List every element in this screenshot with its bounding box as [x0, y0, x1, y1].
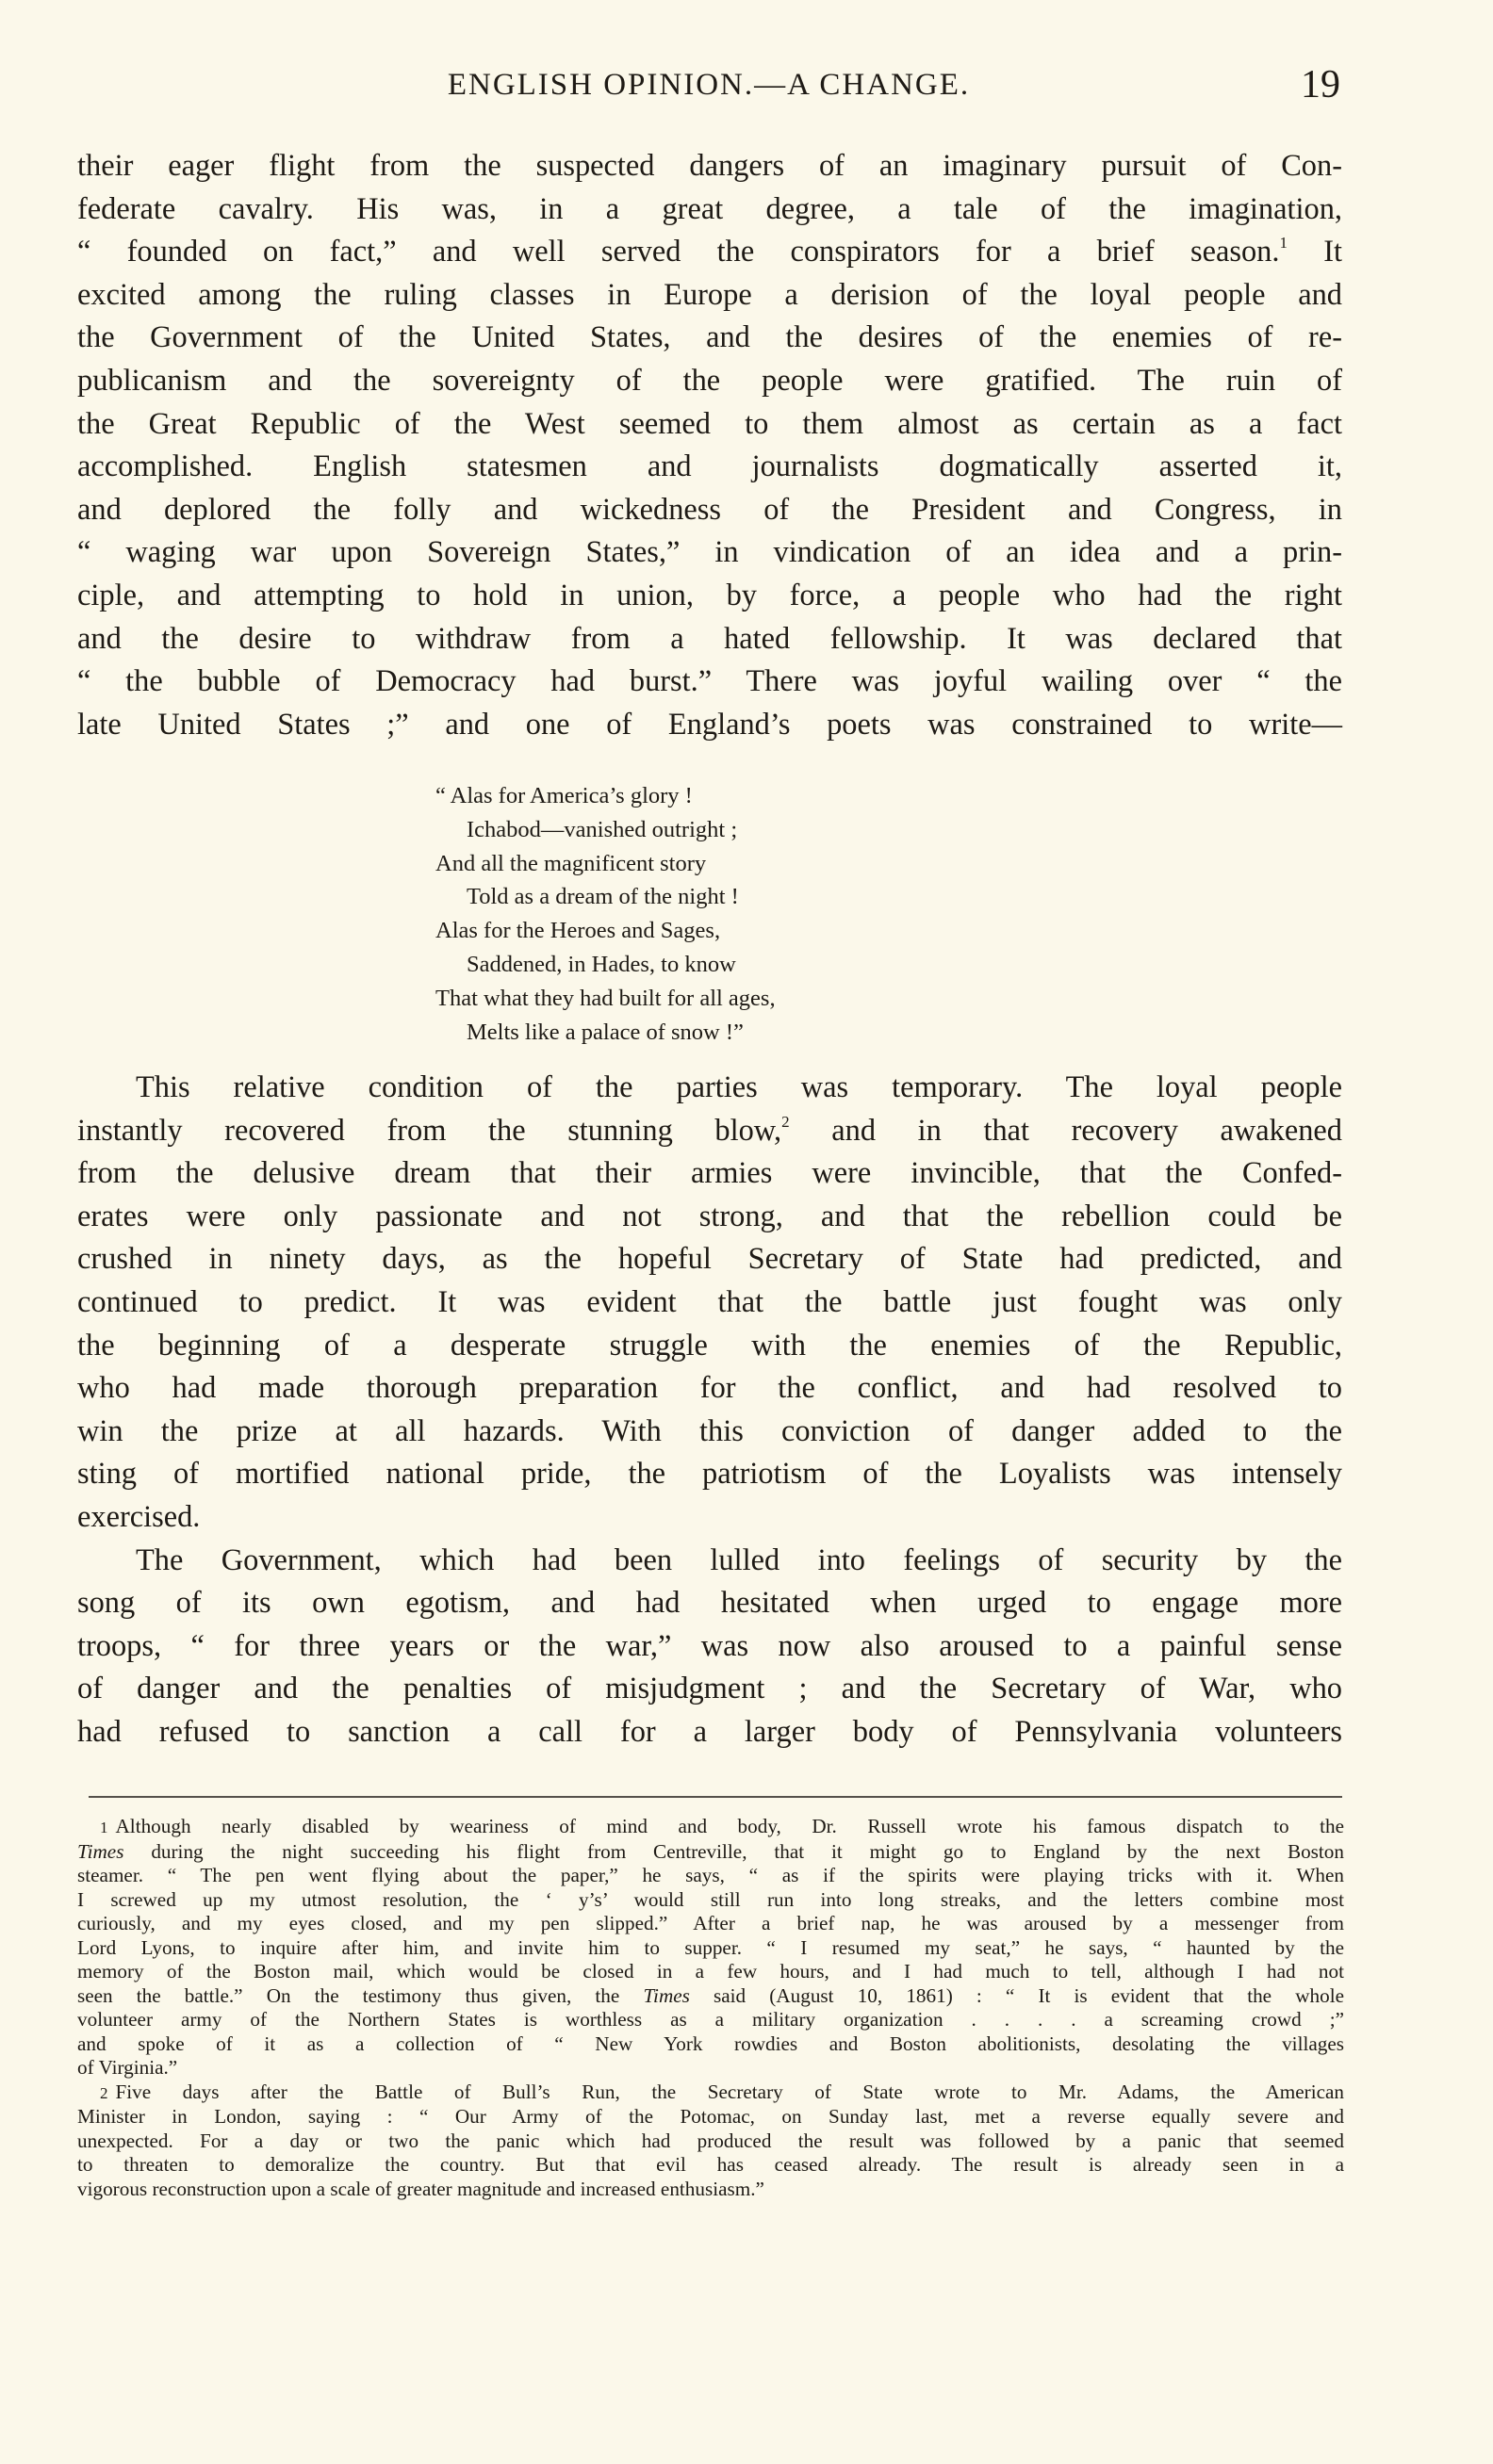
- text-line: continued to predict. It was evident that the battle just fought was only: [77, 1284, 1342, 1319]
- footnotes: [77, 1815, 1344, 2201]
- text-line: erates were only passionate and not strong, and that the rebellion could be: [77, 1199, 1342, 1233]
- text-line: the Government of the United States, and the desires of the enemies of re-: [77, 320, 1342, 355]
- text-line: of danger and the penalties of misjudgment ; and the Secretary of War, who: [77, 1672, 1342, 1706]
- footnote-line: curiously, and my eyes closed, and my pen slipped.” After a brief nap, he was aroused by a messenger from: [77, 1912, 1344, 1934]
- text-line: federate cavalry. His was, in a great degree, a tale of the imagination,: [77, 191, 1342, 226]
- footnote-line: to threaten to demoralize the country. But that evil has ceased already. The result is already seen in a: [77, 2153, 1344, 2176]
- poem-line: Ichabod—vanished outright ;: [467, 816, 738, 842]
- poem-line: Melts like a palace of snow !”: [467, 1019, 744, 1045]
- footnote-line: memory of the Boston mail, which would be closed in a few hours, and I had much to tell, although I had not: [77, 1960, 1344, 1983]
- text-line: and the desire to withdraw from a hated fellowship. It was declared that: [77, 621, 1342, 656]
- footnote-number: 2: [100, 2083, 108, 2102]
- text-line: exercised.: [77, 1499, 201, 1534]
- text-segment: and in that recovery awakened: [789, 1113, 1342, 1148]
- footnote-1: [77, 1815, 1344, 2081]
- text-line: late United States ;” and one of England’s poets was constrained to write—: [77, 707, 1342, 742]
- text-segment: Although nearly disabled by weariness of mind and body, Dr. Russell wrote his famous dispatch to the: [115, 1815, 1344, 1837]
- paragraph-2: [77, 1067, 1342, 1540]
- footnote-line: steamer. “ The pen went flying about the paper,” he says, “ as if the spirits were playing tricks with it. When: [77, 1864, 1344, 1886]
- paragraph-1: [77, 145, 1342, 746]
- poem-line: Alas for the Heroes and Sages,: [435, 918, 721, 944]
- footnote-divider: [89, 1796, 1342, 1798]
- text-line: excited among the ruling classes in Europe a derision of the loyal people and: [77, 277, 1342, 312]
- text-line: [77, 1110, 1342, 1153]
- text-line: [77, 231, 1342, 274]
- text-line: “ waging war upon Sovereign States,” in vindication of an idea and a prin-: [77, 535, 1342, 570]
- footnote-line: Minister in London, saying : “ Our Army of the Potomac, on Sunday last, met a reverse equally severe and: [77, 2105, 1344, 2128]
- footnote-line: vigorous reconstruction upon a scale of greater magnitude and increased enthusiasm.”: [77, 2177, 764, 2200]
- running-head: [77, 62, 1340, 119]
- text-line: from the delusive dream that their armies were invincible, that the Confed-: [77, 1156, 1342, 1191]
- text-line: and deplored the folly and wickedness of the President and Congress, in: [77, 492, 1342, 527]
- text-line: publicanism and the sovereignty of the people were gratified. The ruin of: [77, 363, 1342, 398]
- text-line: crushed in ninety days, as the hopeful Secretary of State had predicted, and: [77, 1242, 1342, 1277]
- footnote-line: [77, 1984, 1344, 2009]
- footnote-line: I screwed up my utmost resolution, the ‘ y’s’ would still run into long streaks, and the letters combine most: [77, 1887, 1344, 1911]
- text-segment: It: [1323, 235, 1342, 269]
- text-line: who had made thorough preparation for the conflict, and had resolved to: [77, 1371, 1342, 1406]
- text-line: The Government, which had been lulled into feelings of security by the: [136, 1542, 1342, 1577]
- poem-line: “ Alas for America’s glory !: [435, 783, 693, 808]
- poem-line: And all the magnificent story: [435, 850, 707, 876]
- text-line: “ the bubble of Democracy had burst.” There was joyful wailing over “ the: [77, 664, 1342, 699]
- text-segment: Times: [77, 1839, 124, 1863]
- text-segment: Five days after the Battle of Bull’s Run, the Secretary of State wrote to Mr. Adams, the American: [115, 2080, 1344, 2103]
- text-line: win the prize at all hazards. With this conviction of danger added to the: [77, 1413, 1342, 1448]
- footnote-line: Lord Lyons, to inquire after him, and invite him to supper. “ I resumed my seat,” he says, “ haunted by the: [77, 1935, 1344, 1959]
- text-line: song of its own egotism, and had hesitated when urged to engage more: [77, 1586, 1342, 1621]
- page-number: 19: [1301, 63, 1340, 106]
- footnote-line: volunteer army of the Northern States is worthless as a military organization . . . . a screaming crowd ;”: [77, 2008, 1344, 2031]
- poem-line: That what they had built for all ages,: [435, 985, 776, 1011]
- text-line: ciple, and attempting to hold in union, by force, a people who had the right: [77, 578, 1342, 612]
- text-segment: said (August 10, 1861) : “ It is evident that the whole: [689, 1983, 1344, 2007]
- text-line: This relative condition of the parties was temporary. The loyal people: [136, 1070, 1342, 1104]
- text-line: the Great Republic of the West seemed to them almost as certain as a fact: [77, 406, 1342, 441]
- text-line: their eager flight from the suspected dangers of an imaginary pursuit of Con-: [77, 149, 1342, 183]
- footnote-number: 1: [100, 1819, 108, 1836]
- footnote-line: and spoke of it as a collection of “ New York rowdies and Boston abolitionists, desolating the villages: [77, 2032, 1344, 2055]
- paragraph-3: [77, 1540, 1342, 1754]
- footnote-ref-1[interactable]: 1: [1279, 234, 1288, 253]
- footnote-line: [77, 1815, 1344, 1840]
- text-line: the beginning of a desperate struggle with the enemies of the Republic,: [77, 1328, 1342, 1363]
- footnote-line: [77, 1840, 1344, 1865]
- footnote-ref-2[interactable]: 2: [781, 1112, 790, 1131]
- text-segment: during the night succeeding his flight from Centreville, that it might go to England by the next Boston: [123, 1839, 1344, 1863]
- running-title: ENGLISH OPINION.—A CHANGE.: [447, 68, 971, 102]
- text-line: troops, “ for three years or the war,” was now also aroused to a painful sense: [77, 1628, 1342, 1663]
- poem-quote: [435, 779, 1095, 1049]
- text-segment: seen the battle.” On the testimony thus given, the: [77, 1983, 644, 2007]
- footnote-line: unexpected. For a day or two the panic which had produced the result was followed by a panic that seemed: [77, 2129, 1344, 2152]
- text-segment: “ founded on fact,” and well served the conspirators for a brief season.: [77, 235, 1280, 269]
- footnote-line: [77, 2081, 1344, 2106]
- footnote-2: [77, 2081, 1344, 2202]
- poem-line: Told as a dream of the night !: [467, 884, 739, 910]
- poem-line: Saddened, in Hades, to know: [467, 951, 736, 977]
- footnote-line: of Virginia.”: [77, 2056, 178, 2079]
- text-line: accomplished. English statesmen and journalists dogmatically asserted it,: [77, 449, 1342, 484]
- text-line: had refused to sanction a call for a larger body of Pennsylvania volunteers: [77, 1714, 1342, 1749]
- text-line: sting of mortified national pride, the patriotism of the Loyalists was intensely: [77, 1457, 1342, 1492]
- text-segment: Times: [643, 1983, 690, 2007]
- main-text-continued: [77, 1067, 1342, 1754]
- text-segment: instantly recovered from the stunning blow,: [77, 1113, 782, 1148]
